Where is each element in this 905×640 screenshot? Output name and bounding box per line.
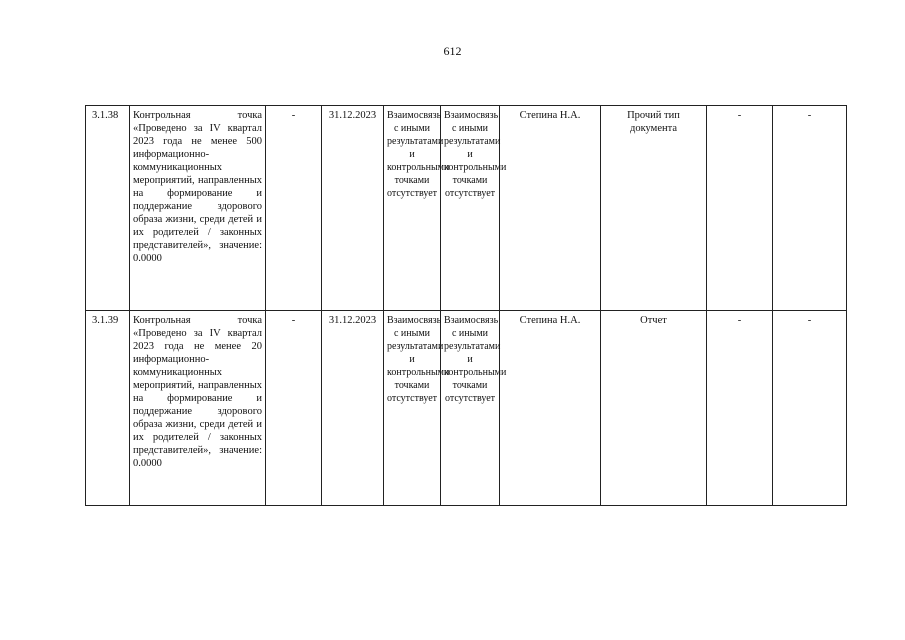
control-point-description: Контрольная точка «Проведено за IV квартал 2023 года не менее 500 информационно-коммуникационных мероприятий, направленных на формирование и поддержание здорового образа жизни, среди детей и их родителей / законных представителей», значение: 0.0000 [130, 106, 266, 311]
cell-dash: - [707, 311, 773, 506]
control-points-table [85, 105, 847, 506]
document-type: Отчет [601, 311, 707, 506]
relation-cell: Взаимосвязь с иными результатами и контрольными точками отсутствует [441, 311, 500, 506]
row-number: 3.1.39 [86, 311, 130, 506]
due-date: 31.12.2023 [322, 106, 384, 311]
control-point-description: Контрольная точка «Проведено за IV квартал 2023 года не менее 20 информационно-коммуникационных мероприятий, направленных на формирование и поддержание здорового образа жизни, среди детей и их родителей / законных представителей», значение: 0.0000 [130, 311, 266, 506]
cell-dash: - [773, 311, 847, 506]
relation-cell: Взаимосвязь с иными результатами и контрольными точками отсутствует [384, 106, 441, 311]
table-row [86, 311, 847, 506]
page-number: 612 [443, 44, 462, 58]
cell-dash: - [773, 106, 847, 311]
responsible-person: Степина Н.А. [500, 311, 601, 506]
table-row [86, 106, 847, 311]
cell-dash: - [266, 106, 322, 311]
cell-dash: - [266, 311, 322, 506]
cell-dash: - [707, 106, 773, 311]
relation-cell: Взаимосвязь с иными результатами и контрольными точками отсутствует [384, 311, 441, 506]
responsible-person: Степина Н.А. [500, 106, 601, 311]
document-type: Прочий тип документа [601, 106, 707, 311]
row-number: 3.1.38 [86, 106, 130, 311]
relation-cell: Взаимосвязь с иными результатами и контрольными точками отсутствует [441, 106, 500, 311]
due-date: 31.12.2023 [322, 311, 384, 506]
